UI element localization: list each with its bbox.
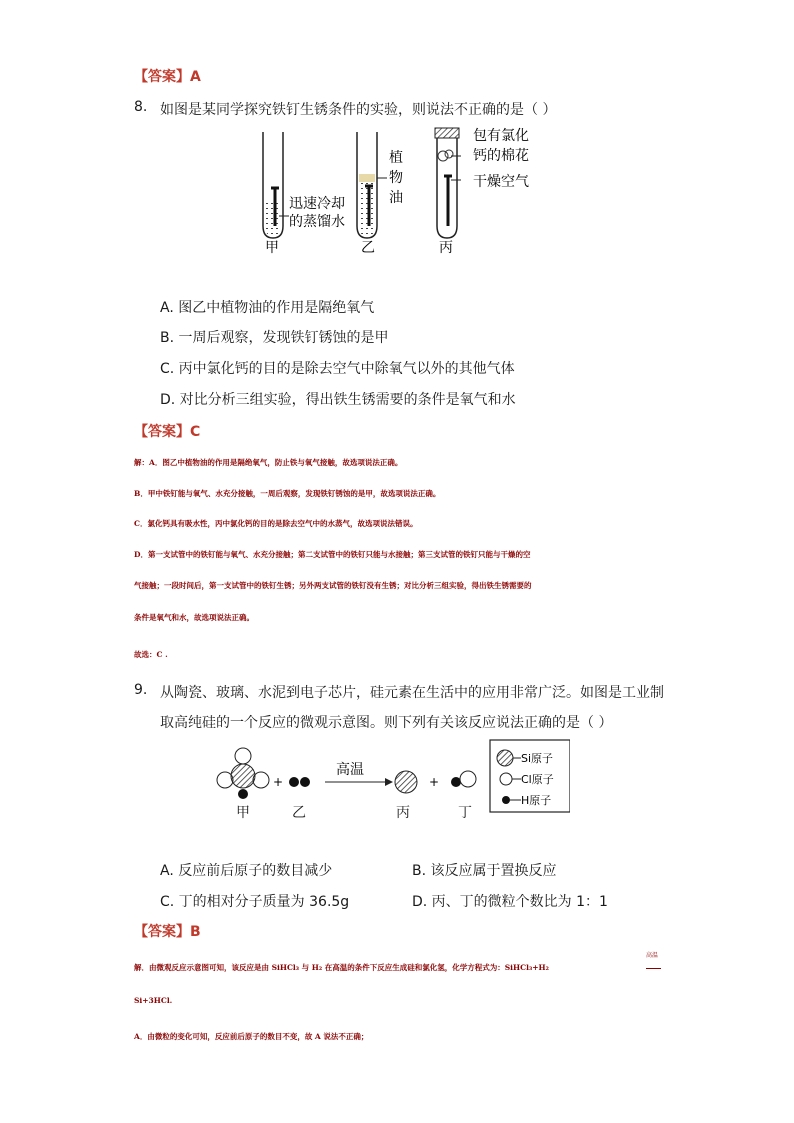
molecule-bing [395, 771, 417, 793]
si-atom-icon [497, 750, 513, 766]
q8-option-c[interactable]: C. 丙中氯化钙的目的是除去空气中除氧气以外的其他气体 [160, 361, 515, 377]
cl-atom-icon [500, 773, 512, 785]
molecule-jia [217, 748, 269, 799]
molecule-yi-label: 乙 [292, 805, 306, 821]
legend-h-label: H原子 [521, 794, 552, 807]
q8-explanation-line: 气接触；一段时间后，第一支试管中的铁钉生锈；另外两支试管的铁钉没有生锈；对比分析三组实验，得出铁生锈需要的 [134, 581, 532, 590]
q8-explanation-conclusion: 故选：C . [134, 650, 168, 659]
q9-explanation-line2: Si+3HCl. [134, 996, 173, 1005]
air-label: 干燥空气 [473, 174, 529, 190]
molecule-ding [451, 771, 476, 787]
oil-label-3: 油 [389, 190, 403, 206]
q8-explanation-line: B．甲中铁钉能与氧气、水充分接触，一周后观察，发现铁钉锈蚀的是甲，故选项说法正确。 [134, 489, 441, 498]
plus-sign: + [429, 775, 440, 789]
tube-bing [435, 128, 459, 238]
equation-condition: 高温 [646, 952, 659, 959]
q9-option-b[interactable]: B. 该反应属于置换反应 [412, 863, 557, 879]
legend-si-label: Si原子 [521, 752, 554, 765]
q7-answer: 【答案】A [134, 69, 201, 85]
q8-option-d[interactable]: D. 对比分析三组实验，得出铁生锈需要的条件是氧气和水 [160, 392, 516, 408]
q9-option-a[interactable]: A. 反应前后原子的数目减少 [160, 863, 333, 879]
plus-sign: + [273, 775, 284, 789]
q9-option-c[interactable]: C. 丁的相对分子质量为 36.5g [160, 894, 350, 910]
q8-option-a[interactable]: A. 图乙中植物油的作用是隔绝氧气 [160, 300, 375, 316]
q9-stem-line2: 取高纯硅的一个反应的微观示意图。则下列有关该反应说法正确的是（ ） [160, 715, 613, 731]
tube-yi-label: 乙 [361, 240, 375, 256]
q8-explanation-line: D．第一支试管中的铁钉能与氧气、水充分接触；第二支试管中的铁钉只能与水接触；第三支试管的铁钉只能与干燥的空 [134, 550, 531, 559]
reaction-condition: 高温 [336, 762, 364, 778]
cotton-label-2: 钙的棉花 [473, 148, 529, 164]
q8-answer: 【答案】C [134, 424, 201, 440]
h-atom-icon [502, 796, 510, 804]
q9-explanation-line1: 解．由微观反应示意图可知，该反应是由 SiHCl₃ 与 H₂ 在高温的条件下反应生成硅和氯化氢，化学方程式为：SiHCl₃+H₂ [134, 963, 549, 972]
legend-cl-label: Cl原子 [521, 773, 554, 786]
water-label-2: 的蒸馏水 [289, 214, 345, 230]
equation-arrow-line [646, 968, 661, 969]
q8-explanation-line: 条件是氧气和水，故选项说法正确。 [134, 613, 254, 622]
q8-explanation-line: 解：A．图乙中植物油的作用是隔绝氧气，防止铁与氧气接触，故选项说法正确。 [134, 458, 403, 467]
tube-jia [263, 132, 283, 238]
q9-stem-line1: 从陶瓷、玻璃、水泥到电子芯片，硅元素在生活中的应用非常广泛。如图是工业制 [160, 685, 664, 701]
q8-explanation-line: C．氯化钙具有吸水性，丙中氯化钙的目的是除去空气中的水蒸气，故选项说法错误。 [134, 519, 418, 528]
oil-label-1: 植 [389, 150, 403, 166]
molecule-bing-label: 丙 [396, 805, 410, 821]
tube-yi [357, 132, 377, 238]
water-label-1: 迅速冷却 [289, 196, 345, 212]
q8-number: 8. [134, 99, 148, 115]
q8-stem: 如图是某同学探究铁钉生锈条件的实验，则说法不正确的是（ ） [160, 102, 557, 118]
tube-jia-label: 甲 [265, 240, 279, 256]
molecule-jia-label: 甲 [236, 805, 250, 821]
q9-answer: 【答案】B [134, 924, 201, 940]
q9-number: 9. [134, 682, 148, 698]
q9-option-d[interactable]: D. 丙、丁的微粒个数比为 1：1 [412, 894, 608, 910]
reaction-diagram [210, 738, 570, 824]
cotton-label-1: 包有氯化 [473, 128, 529, 144]
molecule-ding-label: 丁 [458, 805, 472, 821]
oil-label-2: 物 [389, 170, 403, 186]
molecule-yi [289, 777, 310, 787]
tube-bing-label: 丙 [439, 240, 453, 256]
q9-explanation-line3: A．由微粒的变化可知，反应前后原子的数目不变，故 A 说法不正确； [134, 1032, 369, 1041]
q8-option-b[interactable]: B. 一周后观察，发现铁钉锈蚀的是甲 [160, 330, 389, 346]
rust-experiment-figure [255, 122, 545, 262]
